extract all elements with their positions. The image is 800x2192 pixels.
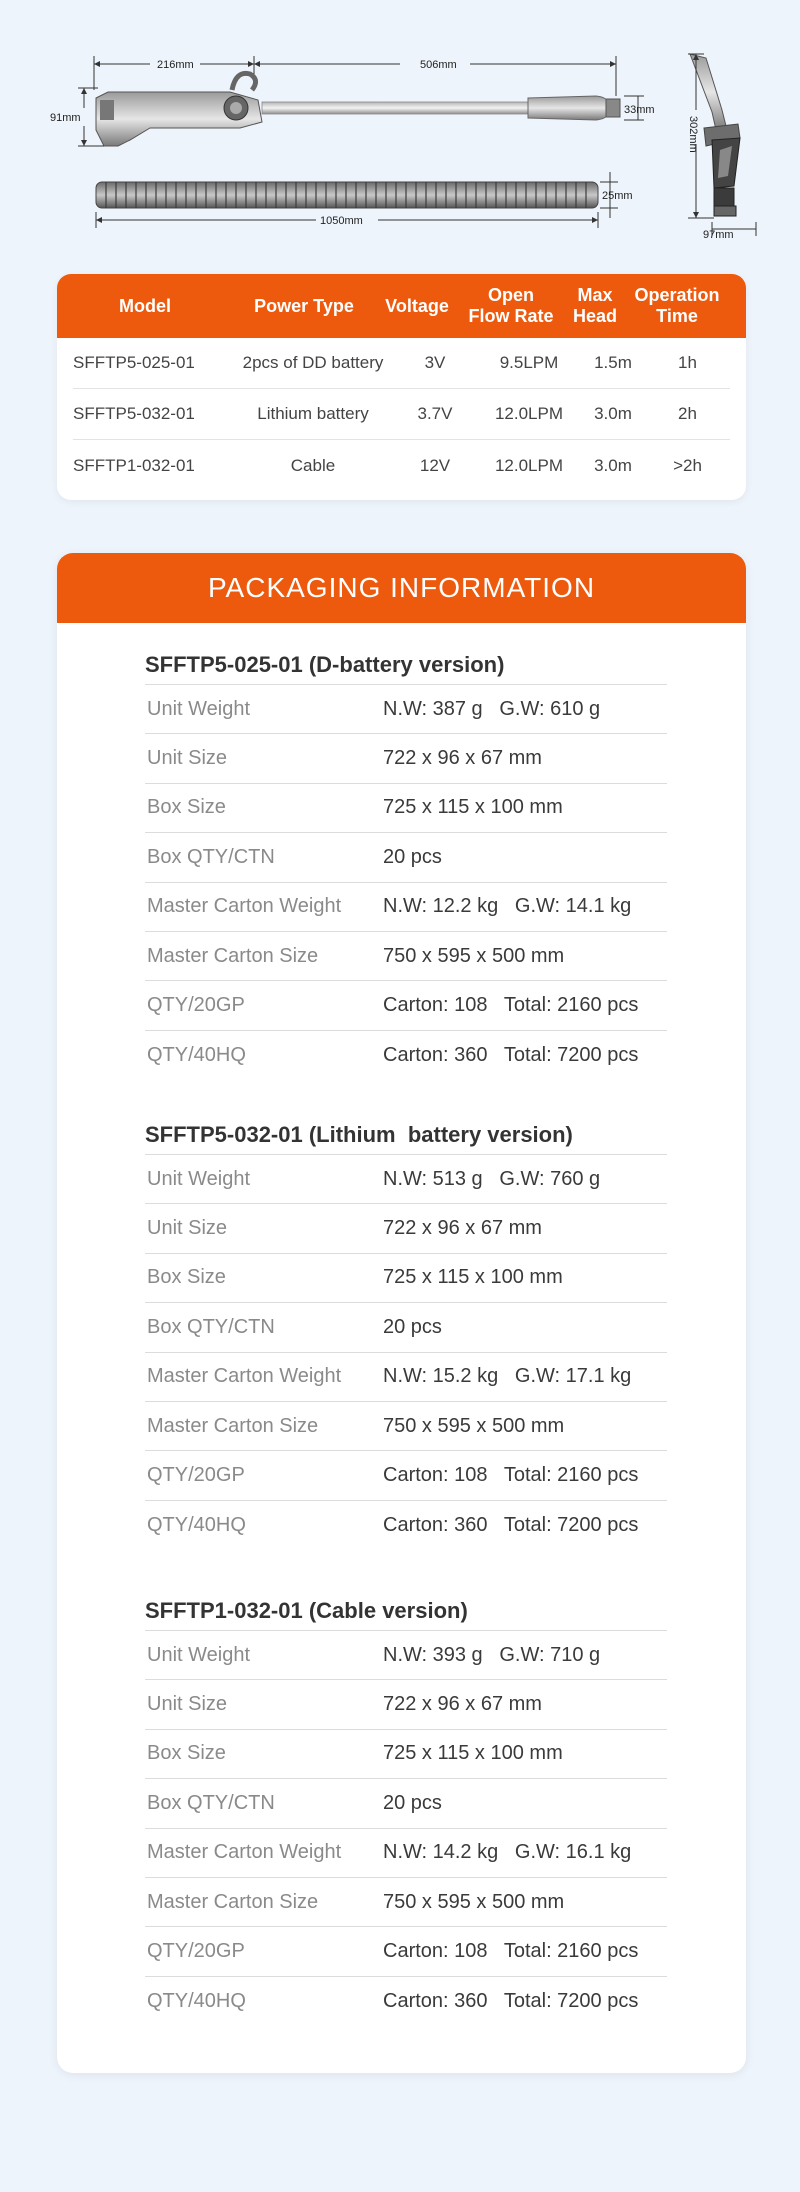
section-title: SFFTP1-032-01 (Cable version) (145, 1591, 667, 1631)
row-value: N.W: 393 g G.W: 710 g (383, 1643, 601, 1666)
dim-91: 91mm (50, 112, 81, 124)
cell-model: SFFTP5-032-01 (73, 404, 195, 423)
row-label: Box Size (147, 796, 226, 819)
list-item (145, 784, 667, 833)
row-value: Carton: 108 Total: 2160 pcs (383, 1940, 639, 1963)
row-label: Master Carton Weight (147, 895, 342, 918)
list-item (145, 1680, 667, 1729)
header-head-line1: Max (577, 285, 613, 305)
row-label: Master Carton Weight (147, 1841, 342, 1864)
table-row (73, 440, 730, 491)
cell-voltage: 12V (419, 455, 451, 475)
spec-table (57, 274, 746, 500)
row-value: N.W: 14.2 kg G.W: 16.1 kg (383, 1841, 632, 1864)
list-item (145, 1927, 667, 1976)
list-item (145, 1829, 667, 1878)
pump-body-drawing (96, 73, 620, 146)
dim-302: 302mm (687, 116, 699, 153)
packaging-section-lithium (145, 1115, 667, 1550)
cell-model: SFFTP1-032-01 (73, 455, 195, 475)
header-power-type: Power Type (254, 295, 354, 316)
dim-97: 97mm (703, 229, 734, 241)
cell-time: 1h (678, 353, 697, 372)
row-label: Unit Weight (147, 1167, 251, 1190)
row-label: Master Carton Size (147, 1890, 319, 1913)
row-value: Carton: 360 Total: 7200 pcs (383, 1989, 639, 2012)
list-item (145, 734, 667, 783)
list-item (145, 1977, 667, 2026)
dim-33: 33mm (624, 104, 655, 116)
header-flow-line1: Open (487, 285, 534, 305)
row-value: N.W: 15.2 kg G.W: 17.1 kg (383, 1365, 632, 1388)
header-time-line1: Operation (634, 285, 720, 305)
list-item (145, 1402, 667, 1451)
cell-voltage: 3V (424, 353, 446, 372)
section-title: SFFTP5-032-01 (Lithium battery version) (145, 1115, 667, 1155)
packaging-title: PACKAGING INFORMATION (57, 553, 746, 623)
header-time-line2: Time (656, 306, 698, 326)
list-item (145, 1353, 667, 1402)
row-value: 20 pcs (383, 1791, 442, 1814)
row-label: Master Carton Size (147, 944, 319, 967)
list-item (145, 1031, 667, 1080)
dim-216: 216mm (157, 59, 194, 71)
dim-1050: 1050mm (320, 215, 363, 227)
cell-voltage: 3.7V (417, 404, 453, 423)
row-label: QTY/20GP (147, 1940, 245, 1963)
dim-506: 506mm (420, 59, 457, 71)
row-label: Box Size (147, 1266, 226, 1289)
list-item (145, 1204, 667, 1253)
cell-model: SFFTP5-025-01 (73, 353, 195, 372)
spec-table-header (57, 274, 746, 338)
list-item (145, 981, 667, 1030)
row-label: Master Carton Weight (147, 1365, 342, 1388)
dimension-drawing (0, 0, 800, 260)
list-item (145, 685, 667, 734)
list-item (145, 1303, 667, 1352)
row-value: N.W: 12.2 kg G.W: 14.1 kg (383, 895, 632, 918)
cell-power: Cable (290, 455, 336, 475)
hose-drawing (96, 182, 598, 208)
row-label: Unit Size (147, 1217, 228, 1240)
row-label: QTY/40HQ (147, 1043, 246, 1066)
list-item (145, 883, 667, 932)
row-value: 722 x 96 x 67 mm (383, 747, 542, 770)
header-head-line2: Head (572, 306, 617, 326)
cell-head: 1.5m (594, 353, 632, 372)
cell-time: >2h (673, 455, 702, 475)
header-max-head (563, 285, 627, 327)
list-item (145, 1878, 667, 1927)
row-label: Box QTY/CTN (147, 1791, 275, 1814)
row-label: Box QTY/CTN (147, 1315, 275, 1338)
dim-25: 25mm (602, 190, 633, 202)
row-label: Unit Size (147, 747, 228, 770)
row-label: Box Size (147, 1742, 226, 1765)
row-label: Unit Size (147, 1693, 228, 1716)
row-value: 20 pcs (383, 845, 442, 868)
list-item (145, 1631, 667, 1680)
list-item (145, 1779, 667, 1828)
row-value: 725 x 115 x 100 mm (383, 796, 563, 819)
row-label: QTY/20GP (147, 994, 245, 1017)
product-dimension-diagram (0, 0, 800, 260)
row-value: 722 x 96 x 67 mm (383, 1217, 542, 1240)
table-row (73, 389, 730, 440)
packaging-card (57, 553, 746, 2073)
row-label: QTY/40HQ (147, 1513, 246, 1536)
row-value: 725 x 115 x 100 mm (383, 1266, 563, 1289)
row-label: QTY/20GP (147, 1464, 245, 1487)
section-title: SFFTP5-025-01 (D-battery version) (145, 645, 667, 685)
header-flow-rate (459, 285, 563, 327)
list-item (145, 932, 667, 981)
row-value: 20 pcs (383, 1315, 442, 1338)
row-label: Unit Weight (147, 697, 251, 720)
list-item (145, 1451, 667, 1500)
row-label: QTY/40HQ (147, 1989, 246, 2012)
row-value: N.W: 513 g G.W: 760 g (383, 1167, 601, 1190)
cell-power: 2pcs of DD battery (242, 353, 384, 372)
row-value: N.W: 387 g G.W: 610 g (383, 697, 601, 720)
row-label: Master Carton Size (147, 1414, 319, 1437)
row-value: 750 x 595 x 500 mm (383, 1890, 565, 1913)
header-operation-time (627, 285, 727, 327)
cell-head: 3.0m (594, 404, 632, 423)
list-item (145, 1730, 667, 1779)
table-row (73, 338, 730, 389)
cell-flow: 9.5LPM (499, 353, 559, 372)
cell-head: 3.0m (594, 455, 632, 475)
row-value: 750 x 595 x 500 mm (383, 944, 565, 967)
row-value: Carton: 108 Total: 2160 pcs (383, 994, 639, 1017)
packaging-section-cable (145, 1591, 667, 2026)
packaging-section-d-battery (145, 645, 667, 1080)
list-item (145, 1155, 667, 1204)
cell-time: 2h (678, 404, 697, 423)
cell-flow: 12.0LPM (494, 404, 564, 423)
cell-power: Lithium battery (257, 404, 369, 423)
header-voltage: Voltage (385, 295, 449, 316)
row-value: Carton: 108 Total: 2160 pcs (383, 1464, 639, 1487)
header-model: Model (119, 295, 171, 316)
row-value: 725 x 115 x 100 mm (383, 1742, 563, 1765)
row-value: Carton: 360 Total: 7200 pcs (383, 1513, 639, 1536)
row-value: 750 x 595 x 500 mm (383, 1414, 565, 1437)
header-flow-line2: Flow Rate (468, 306, 554, 326)
list-item (145, 833, 667, 882)
cell-flow: 12.0LPM (494, 455, 564, 475)
list-item (145, 1501, 667, 1550)
row-value: 722 x 96 x 67 mm (383, 1693, 542, 1716)
row-label: Box QTY/CTN (147, 845, 275, 868)
row-label: Unit Weight (147, 1643, 251, 1666)
list-item (145, 1254, 667, 1303)
row-value: Carton: 360 Total: 7200 pcs (383, 1043, 639, 1066)
